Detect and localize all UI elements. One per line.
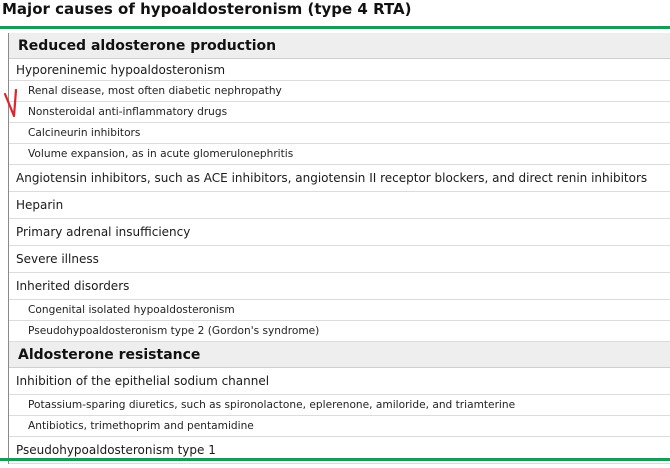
table-row: Antibiotics, trimethoprim and pentamidine [9,416,670,437]
table-row: Calcineurin inhibitors [9,123,670,144]
table-row: Pseudohypoaldosteronism type 2 (Gordon's syndrome) [9,321,670,342]
table-row: Angiotensin inhibitors, such as ACE inhibitors, angiotensin II receptor blockers, and direct renin inhibitors [9,165,670,192]
causes-table [8,33,670,464]
table-row: Heparin [9,192,670,219]
red-checkmark-icon [2,86,24,120]
table-row: Potassium-sparing diuretics, such as spironolactone, eplerenone, amiloride, and triamterine [9,395,670,416]
table-row: Volume expansion, as in acute glomerulonephritis [9,144,670,165]
table-row: Severe illness [9,246,670,273]
table-row: Renal disease, most often diabetic nephropathy [9,81,670,102]
table-row: Inhibition of the epithelial sodium channel [9,368,670,395]
title-divider [0,26,670,29]
section-header-reduced-production: Reduced aldosterone production [9,33,670,59]
table-row: Inherited disorders [9,273,670,300]
table-row: Congenital isolated hypoaldosteronism [9,300,670,321]
table-row: Hyporeninemic hypoaldosteronism [9,59,670,81]
table-row: Primary adrenal insufficiency [9,219,670,246]
table-row: Nonsteroidal anti-inflammatory drugs [9,102,670,123]
table-row: Pseudohypoaldosteronism type 1 [9,437,670,464]
table-bottom-divider [0,458,670,461]
section-header-aldosterone-resistance: Aldosterone resistance [9,342,670,368]
table-title: Major causes of hypoaldosteronism (type 4 RTA) [2,0,412,18]
